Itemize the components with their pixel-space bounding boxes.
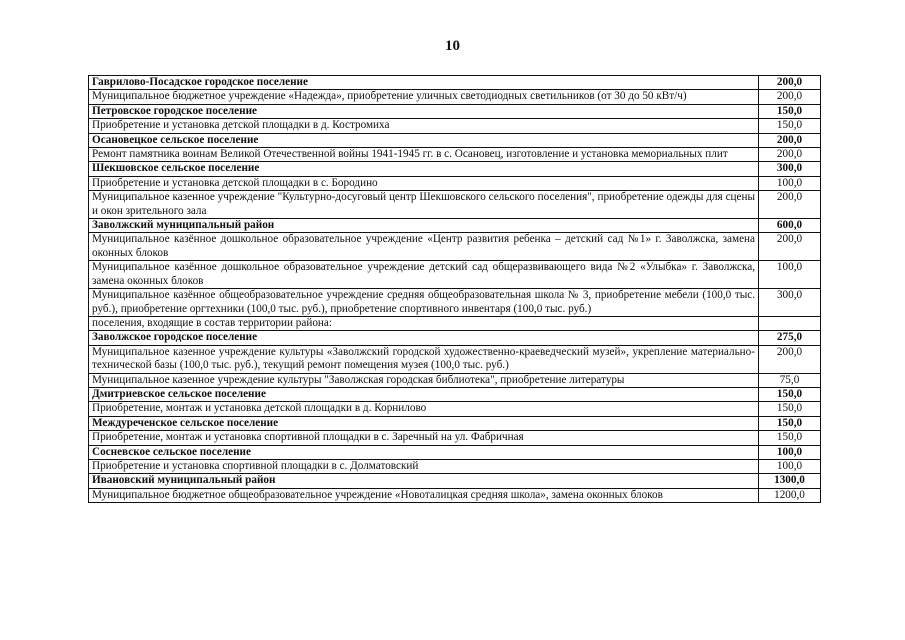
section-title: Дмитриевское сельское поселение [89,387,759,401]
section-amount: 100,0 [759,445,821,459]
section-header-row [89,416,821,430]
section-title: Ивановский муниципальный район [89,474,759,488]
section-title: Петровское городское поселение [89,104,759,118]
item-description: Приобретение и установка детской площадки в с. Бородино [89,176,759,190]
section-amount: 150,0 [759,416,821,430]
page-number: 10 [445,38,460,54]
item-description: Приобретение и установка спортивной площадки в с. Долматовский [89,459,759,473]
section-title: Гаврилово-Посадское городское поселение [89,76,759,90]
table-row [89,233,821,261]
item-amount: 200,0 [759,148,821,162]
item-description: Приобретение, монтаж и установка спортивной площадки в с. Заречный на ул. Фабричная [89,431,759,445]
section-header-row [89,104,821,118]
item-description: Муниципальное казенное учреждение культуры "Заволжская городская библиотека", приобретение литературы [89,373,759,387]
item-description: поселения, входящие в состав территории района: [89,316,759,330]
table-row [89,316,821,330]
table-row [89,402,821,416]
section-amount: 200,0 [759,133,821,147]
table-row [89,459,821,473]
item-amount: 150,0 [759,402,821,416]
item-description: Муниципальное казенное учреждение "Культурно-досуговый центр Шекшовского сельского поселения", приобретение одежды для сцены и окон зрительного зала [89,191,759,219]
item-amount: 200,0 [759,90,821,104]
item-description: Муниципальное казённое дошкольное образовательное учреждение «Центр развития ребенка – детский сад №1» г. Заволжска, замена оконных блоков [89,233,759,261]
item-amount: 200,0 [759,345,821,373]
item-amount [759,316,821,330]
section-amount: 200,0 [759,76,821,90]
section-title: Сосневское сельское поселение [89,445,759,459]
item-amount: 150,0 [759,119,821,133]
section-title: Заволжский муниципальный район [89,219,759,233]
section-title: Шекшовское сельское поселение [89,162,759,176]
section-title: Заволжское городское поселение [89,331,759,345]
table-row [89,261,821,289]
item-description: Приобретение, монтаж и установка детской площадки в д. Корнилово [89,402,759,416]
item-description: Муниципальное казённое общеобразовательное учреждение средняя общеобразовательная школа № 3, приобретение мебели (100,0 тыс. руб.), приобретение оргтехники (100,0 тыс. руб.), приобретение спортивного инвентаря (100,0 тыс. руб.) [89,289,759,317]
item-amount: 100,0 [759,459,821,473]
table-row [89,119,821,133]
section-header-row [89,331,821,345]
item-amount: 100,0 [759,176,821,190]
section-amount: 150,0 [759,387,821,401]
item-amount: 75,0 [759,373,821,387]
table-row [89,431,821,445]
table-row [89,373,821,387]
item-description: Приобретение и установка детской площадки в д. Костромиха [89,119,759,133]
table-row [89,488,821,502]
item-amount: 100,0 [759,261,821,289]
item-description: Ремонт памятника воинам Великой Отечественной войны 1941-1945 гг. в с. Осановец, изготовление и установка мемориальных плит [89,148,759,162]
table-row [89,148,821,162]
item-amount: 200,0 [759,233,821,261]
item-description: Муниципальное бюджетное учреждение «Надежда», приобретение уличных светодиодных светильников (от 30 до 50 кВт/ч) [89,90,759,104]
section-header-row [89,76,821,90]
table-row [89,345,821,373]
item-amount: 300,0 [759,289,821,317]
item-amount: 1200,0 [759,488,821,502]
section-header-row [89,133,821,147]
section-header-row [89,474,821,488]
table-row [89,191,821,219]
section-amount: 300,0 [759,162,821,176]
item-description: Муниципальное казенное учреждение культуры «Заволжский городской художественно-краеведческий музей», укрепление материально-технической базы (100,0 тыс. руб.), текущий ремонт помещения музея (100,0 тыс. руб.) [89,345,759,373]
section-title: Междуреченское сельское поселение [89,416,759,430]
table-row [89,90,821,104]
section-header-row [89,219,821,233]
section-header-row [89,445,821,459]
table-row [89,176,821,190]
item-description: Муниципальное бюджетное общеобразовательное учреждение «Новоталицкая средняя школа», замена оконных блоков [89,488,759,502]
item-amount: 150,0 [759,431,821,445]
table-row [89,289,821,317]
section-amount: 150,0 [759,104,821,118]
allocation-table-body [89,76,821,503]
section-amount: 275,0 [759,331,821,345]
allocation-table [88,75,821,503]
item-amount: 200,0 [759,191,821,219]
section-title: Осановецкое сельское поселение [89,133,759,147]
section-amount: 600,0 [759,219,821,233]
section-amount: 1300,0 [759,474,821,488]
item-description: Муниципальное казённое дошкольное образовательное учреждение детский сад общеразвивающего вида №2 «Улыбка» г. Заволжска, замена оконных блоков [89,261,759,289]
section-header-row [89,162,821,176]
section-header-row [89,387,821,401]
